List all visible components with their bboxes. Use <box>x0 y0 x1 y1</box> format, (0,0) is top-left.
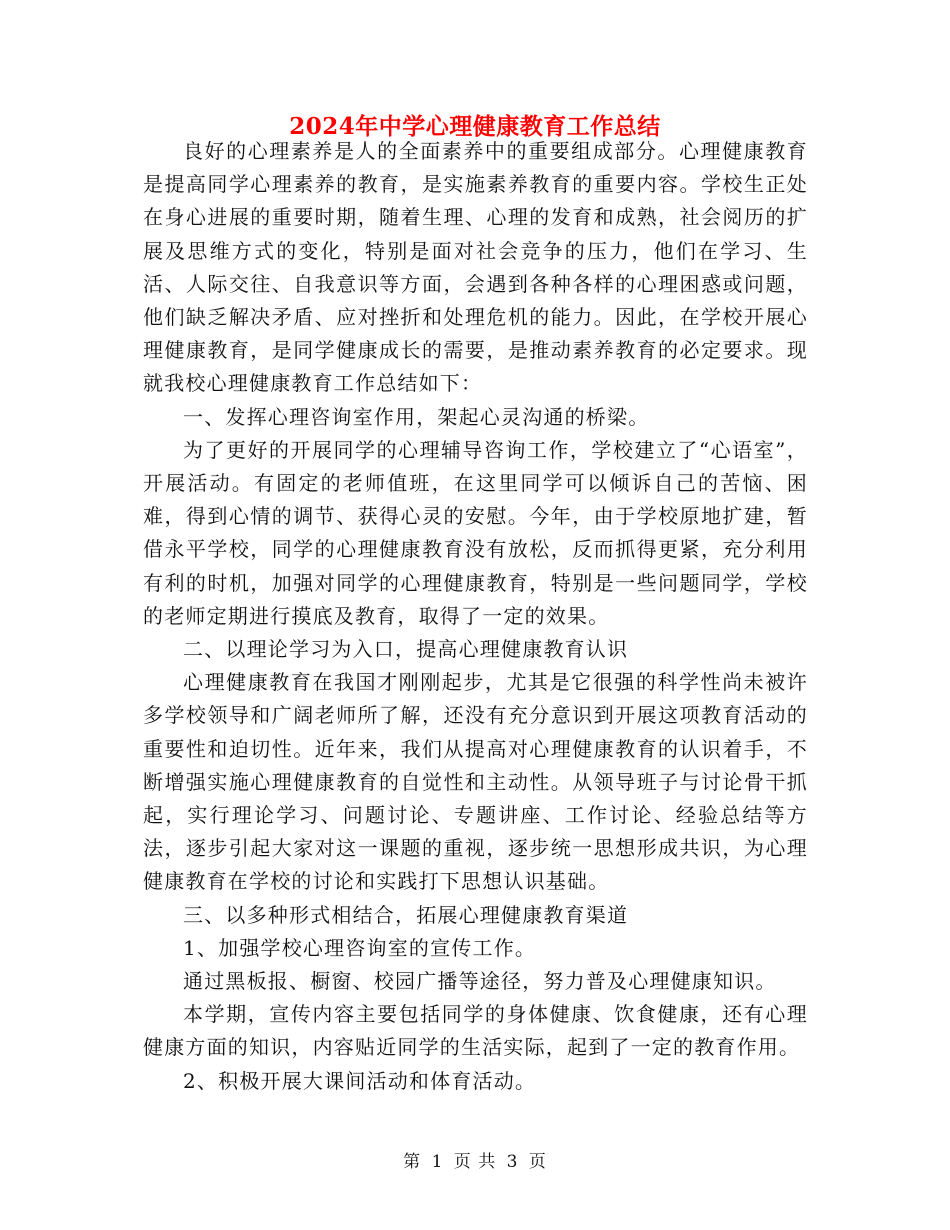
paragraph-section-1: 为了更好的开展同学的心理辅导咨询工作，学校建立了“心语室”，开展活动。有固定的老师值班，在这里同学可以倾诉自己的苦恼、困难，得到心情的调节、获得心灵的安慰。今年，由于学校原地扩建，暂借永平学校，同学的心理健康教育没有放松，反而抓得更紧，充分利用有利的时机，加强对同学的心理健康教育，特别是一些问题同学，学校的老师定期进行摸底及教育，取得了一定的效果。 <box>143 437 808 628</box>
section-heading-2: 二、以理论学习为入口，提高心理健康教育认识 <box>183 637 629 662</box>
paragraph-intro: 良好的心理素养是人的全面素养中的重要组成部分。心理健康教育是提高同学心理素养的教育，是实施素养教育的重要内容。学校生正处在身心进展的重要时期，随着生理、心理的发育和成熟，社会阅历的扩展及思维方式的变化，特别是面对社会竞争的压力，他们在学习、生活、人际交往、自我意识等方面，会遇到各种各样的心理困惑或问题，他们缺乏解决矛盾、应对挫折和处理危机的能力。因此，在学校开展心理健康教育，是同学健康成长的需要，是推动素养教育的必定要求。现就我校心理健康教育工作总结如下： <box>143 139 808 396</box>
page-footer <box>0 1150 950 1174</box>
footer-prefix: 第 <box>403 1152 422 1172</box>
subsection-heading-2: 2、积极开展大课间活动和体育活动。 <box>183 1068 537 1093</box>
footer-middle: 页 共 <box>453 1152 497 1172</box>
footer-page-number: 1 <box>431 1152 444 1172</box>
paragraph-section-2: 心理健康教育在我国才刚刚起步，尤其是它很强的科学性尚未被许多学校领导和广阔老师所了解，还没有充分意识到开展这项教育活动的重要性和迫切性。近年来，我们从提高对心理健康教育的认识着手，不断增强实施心理健康教育的自觉性和主动性。从领导班子与讨论骨干抓起，实行理论学习、问题讨论、专题讲座、工作讨论、经验总结等方法，逐步引起大家对这一课题的重视，逐步统一思想形成共识，为心理健康教育在学校的讨论和实践打下思想认识基础。 <box>143 670 808 894</box>
paragraph-subsection-1b: 本学期，宣传内容主要包括同学的身体健康、饮食健康，还有心理健康方面的知识，内容贴近同学的生活实际，起到了一定的教育作用。 <box>143 1002 808 1060</box>
section-heading-3: 三、以多种形式相结合，拓展心理健康教育渠道 <box>183 902 629 927</box>
subsection-heading-1: 1、加强学校心理咨询室的宣传工作。 <box>183 935 537 960</box>
paragraph-subsection-1a: 通过黑板报、橱窗、校园广播等途径，努力普及心理健康知识。 <box>183 969 777 994</box>
document-body <box>143 135 808 1098</box>
section-heading-1: 一、发挥心理咨询室作用，架起心灵沟通的桥梁。 <box>183 404 650 429</box>
document-title: 2024年中学心理健康教育工作总结 <box>289 113 661 140</box>
footer-suffix: 页 <box>528 1152 547 1172</box>
footer-total-pages: 3 <box>506 1152 519 1172</box>
